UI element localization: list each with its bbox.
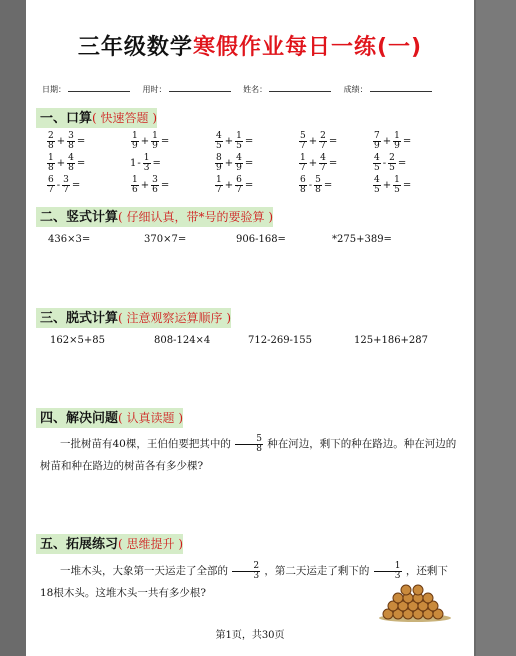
fraction: $\frac{3}{8}$ (68, 131, 74, 151)
fraction: $\frac{5}{8}$ (315, 175, 321, 195)
vertical-problem: 370×7= (144, 234, 187, 245)
date-field[interactable] (68, 91, 130, 92)
time-field[interactable] (169, 91, 231, 92)
fraction (235, 435, 263, 454)
fraction: $\frac{1}{6}$ (132, 175, 138, 195)
denominator: 8 (256, 443, 262, 454)
document-page (26, 0, 474, 656)
fraction: $\frac{3}{7}$ (63, 175, 69, 195)
oral-problem: $\frac{4}{5}$ - $\frac{2}{5}$ = (374, 153, 407, 173)
oral-problem: $\frac{1}{9}$ + $\frac{1}{9}$ = (132, 131, 170, 151)
oral-problem: $\frac{5}{7}$ + $\frac{2}{7}$ = (300, 131, 338, 151)
fraction: $\frac{4}{9}$ (236, 153, 242, 173)
vertical-problem: 436×3= (48, 234, 91, 245)
score-field[interactable] (370, 91, 432, 92)
oral-problem: $\frac{8}{9}$ + $\frac{4}{9}$ = (216, 153, 254, 173)
oral-problem: $\frac{4}{5}$ + $\frac{1}{5}$ = (216, 131, 254, 151)
oral-problem: $\frac{7}{9}$ + $\frac{1}{9}$ = (374, 131, 412, 151)
page-title: 三年级数学寒假作业每日一练(一) (77, 35, 423, 60)
fraction: $\frac{4}{5}$ (216, 131, 222, 151)
name-field[interactable] (269, 91, 331, 92)
oral-problem: $\frac{4}{5}$ + $\frac{1}{5}$ = (374, 175, 412, 195)
whole-number: 1 (130, 158, 137, 169)
fraction: $\frac{6}{7}$ (48, 175, 54, 195)
oral-problem: $\frac{6}{7}$ - $\frac{3}{7}$ = (48, 175, 81, 195)
fraction: $\frac{1}{7}$ (216, 175, 222, 195)
vertical-problem: *275+389= (332, 234, 392, 245)
section-heading-stepwise: 三、脱式计算( 注意观察运算顺序 ) (36, 308, 231, 328)
fraction: $\frac{8}{9}$ (216, 153, 222, 173)
name-label: 姓名： (243, 85, 268, 94)
time-label: 用时： (142, 85, 167, 94)
fraction: $\frac{7}{9}$ (374, 131, 380, 151)
fraction: $\frac{1}{3}$ (143, 153, 150, 173)
vertical-problem: 906-168= (236, 234, 286, 245)
section-heading-problem: 四、解决问题( 认真读题 ) (36, 408, 183, 428)
date-label: 日期： (42, 85, 66, 94)
fraction: $\frac{1}{9}$ (132, 131, 138, 151)
oral-problem: 1- $\frac{1}{3}$ = (130, 153, 161, 173)
fraction: $\frac{3}{6}$ (152, 175, 158, 195)
fraction: $\frac{1}{3}$ (374, 562, 402, 581)
fraction: $\frac{4}{5}$ (374, 153, 380, 173)
fraction: $\frac{2}{3}$ (232, 562, 260, 581)
oral-problem: $\frac{6}{8}$ - $\frac{5}{8}$ = (300, 175, 333, 195)
section-heading-oral: 一、口算( 快速答题 ) (36, 108, 157, 128)
word-problem-4: 一批树苗有40棵，王伯伯要把其中的 $\frac{5}{8}$ 种在河边，剩下的种在路边。种在河边的树苗和种在路边的树苗各有多少棵? (40, 433, 457, 472)
section-heading-vertical: 二、竖式计算( 仔细认真，带*号的要验算 ) (36, 207, 273, 227)
fraction: $\frac{1}{9}$ (394, 131, 400, 151)
score-label: 成绩： (343, 85, 368, 94)
fraction: $\frac{2}{7}$ (320, 131, 326, 151)
vertical-scrollbar[interactable] (476, 0, 516, 656)
fraction: $\frac{1}{9}$ (152, 131, 158, 151)
fraction: $\frac{4}{8}$ (68, 153, 74, 173)
fraction: $\frac{5}{7}$ (300, 131, 306, 151)
oral-problem: $\frac{1}{7}$ + $\frac{6}{7}$ = (216, 175, 254, 195)
oral-problem: $\frac{1}{7}$ + $\frac{4}{7}$ = (300, 153, 338, 173)
stepwise-problem: 712-269-155 (248, 335, 313, 346)
word-problem-5: 一堆木头，大象第一天运走了全部的 $\frac{2}{3}$ ，第二天运走了剩下的 $\frac{1}{3}$ ，还剩下18根木头。这堆木头一共有多少根? (40, 560, 448, 599)
stepwise-problem: 125+186+287 (354, 335, 429, 346)
fraction: $\frac{2}{8}$ (48, 131, 54, 151)
woodpile-illustration (378, 582, 452, 622)
oral-problem: $\frac{1}{6}$ + $\frac{3}{6}$ = (132, 175, 170, 195)
stepwise-problem: 162×5+85 (50, 335, 105, 346)
fraction: $\frac{1}{7}$ (300, 153, 306, 173)
stepwise-problem: 808-124×4 (154, 335, 211, 346)
section-heading-extension: 五、拓展练习( 思维提升 ) (36, 534, 183, 554)
fraction: $\frac{2}{5}$ (389, 153, 395, 173)
fraction: $\frac{6}{7}$ (236, 175, 242, 195)
fraction: $\frac{1}{5}$ (236, 131, 242, 151)
oral-problem: $\frac{1}{8}$ + $\frac{4}{8}$ = (48, 153, 86, 173)
page-footer: 第1页，共30页 (215, 630, 285, 641)
fraction: $\frac{4}{5}$ (374, 175, 380, 195)
fraction: $\frac{4}{7}$ (320, 153, 326, 173)
info-row (42, 84, 442, 95)
fraction: $\frac{1}{8}$ (48, 153, 54, 173)
numerator: 5 (235, 435, 263, 445)
fraction: $\frac{6}{8}$ (300, 175, 306, 195)
oral-problem: $\frac{2}{8}$ + $\frac{3}{8}$ = (48, 131, 86, 151)
fraction: $\frac{1}{5}$ (394, 175, 400, 195)
